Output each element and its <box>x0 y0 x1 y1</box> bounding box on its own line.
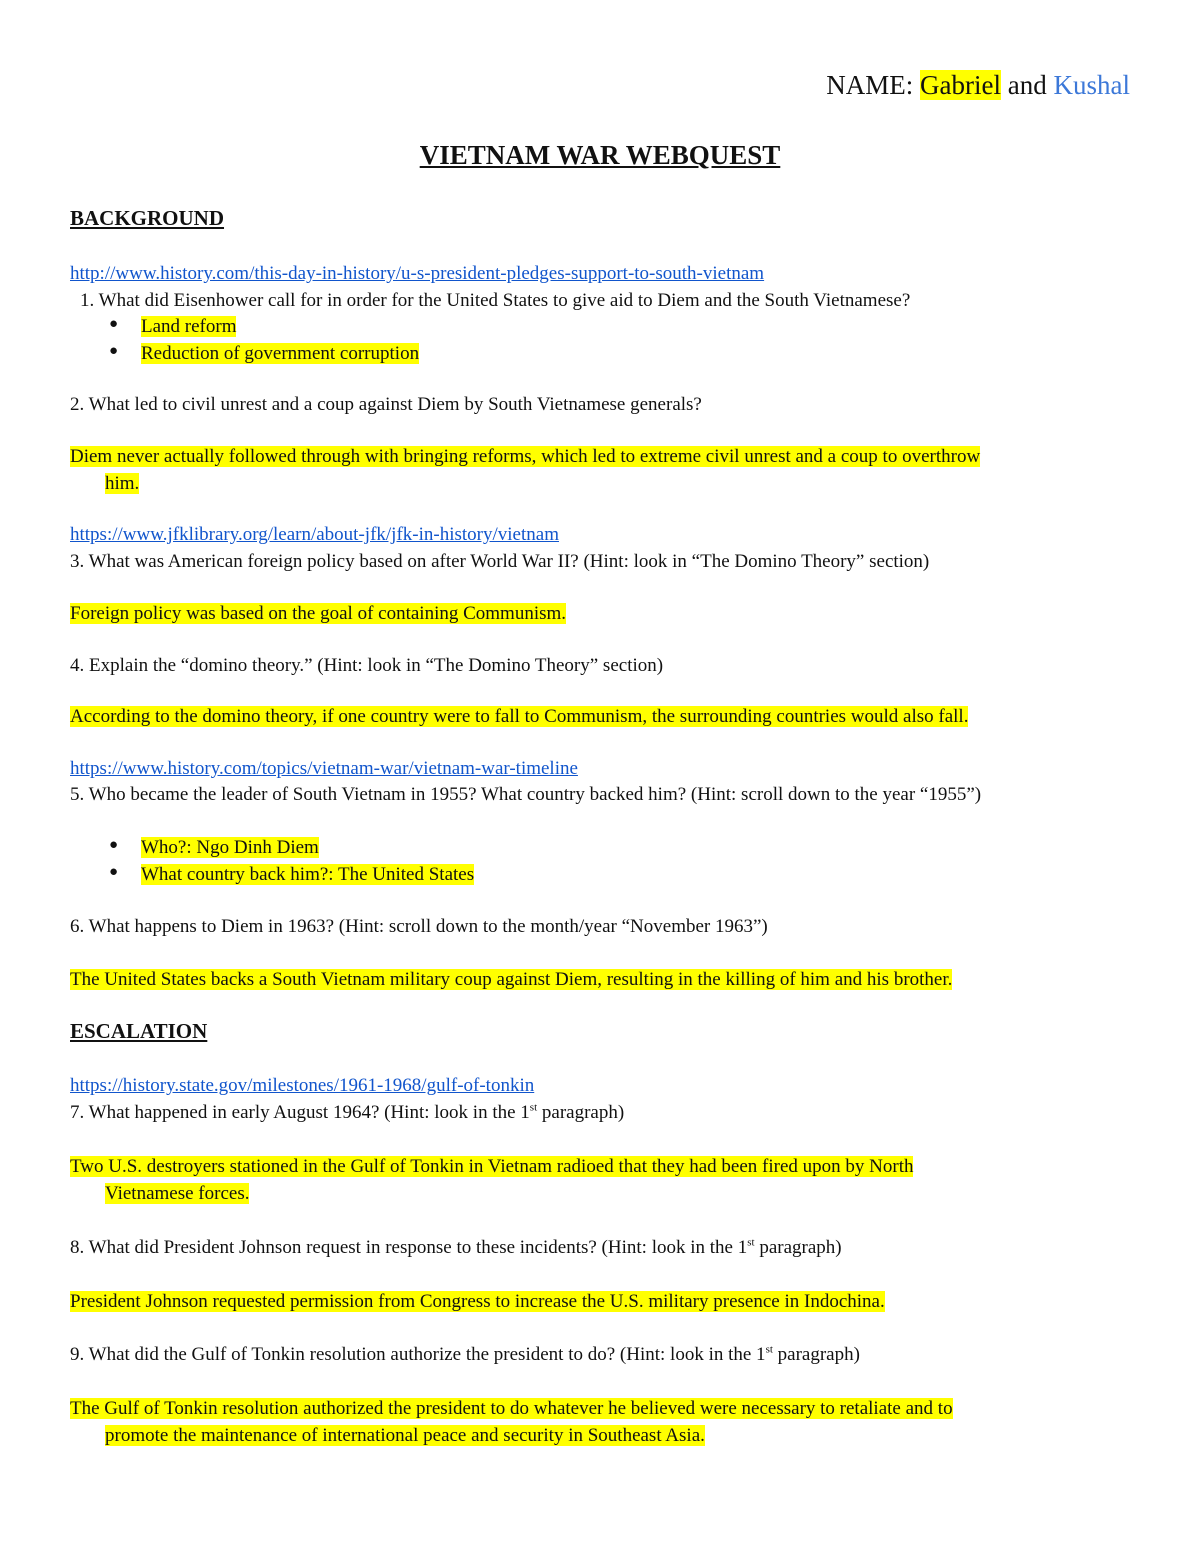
question-8-sup: st <box>747 1236 755 1249</box>
question-6: 6. What happens to Diem in 1963? (Hint: scroll down to the month/year “November 1963”) <box>70 916 768 937</box>
answer-1a <box>141 313 236 340</box>
answer-5a <box>141 834 319 861</box>
answer-1b-text: Reduction of government corruption <box>141 343 420 364</box>
page-title <box>0 140 1200 171</box>
bullet-icon: ● <box>109 837 119 853</box>
question-7 <box>70 1099 624 1126</box>
answer-8-text: President Johnson requested permission from Congress to increase the U.S. military presence in Indochina. <box>70 1291 885 1312</box>
name-and: and <box>1007 70 1047 100</box>
name-header <box>826 70 1130 101</box>
question-7-post: paragraph) <box>537 1102 625 1123</box>
question-7-text: 7. What happened in early August 1964? (Hint: look in the 1 <box>70 1102 530 1123</box>
answer-7-line2-text: Vietnamese forces. <box>105 1183 250 1204</box>
question-3: 3. What was American foreign policy based on after World War II? (Hint: look in “The Domino Theory” section) <box>70 551 930 572</box>
answer-6 <box>70 966 952 993</box>
link-jfklibrary[interactable]: https://www.jfklibrary.org/learn/about-jfk/jfk-in-history/vietnam <box>70 524 559 545</box>
question-2: 2. What led to civil unrest and a coup against Diem by South Vietnamese generals? <box>70 394 702 415</box>
question-8-text: 8. What did President Johnson request in response to these incidents? (Hint: look in the 1 <box>70 1237 748 1258</box>
answer-8 <box>70 1288 885 1315</box>
question-8 <box>70 1234 842 1261</box>
question-1-number: 1. <box>80 290 99 311</box>
question-4: 4. Explain the “domino theory.” (Hint: look in “The Domino Theory” section) <box>70 655 664 676</box>
question-9-text: 9. What did the Gulf of Tonkin resolution authorize the president to do? (Hint: look in the 1 <box>70 1344 766 1365</box>
student-name-2: Kushal <box>1053 70 1130 100</box>
answer-2-line2-text: him. <box>105 473 140 494</box>
answer-1b <box>141 340 419 367</box>
link-history-eisenhower[interactable]: http://www.history.com/this-day-in-history/u-s-president-pledges-support-to-south-vietnam <box>70 263 765 284</box>
answer-3-text: Foreign policy was based on the goal of containing Communism. <box>70 603 567 624</box>
question-8-post: paragraph) <box>754 1237 842 1258</box>
question-1-text: What did Eisenhower call for in order for the United States to give aid to Diem and the South Vietnamese? <box>98 290 911 311</box>
question-7-sup: st <box>529 1101 538 1114</box>
link-history-timeline[interactable]: https://www.history.com/topics/vietnam-war/vietnam-war-timeline <box>70 758 578 779</box>
bullet-icon: ● <box>109 864 119 880</box>
answer-2-line1 <box>70 443 980 470</box>
bullet-icon: ● <box>109 316 119 332</box>
answer-9-line1 <box>70 1395 953 1422</box>
student-name-1: Gabriel <box>920 70 1002 100</box>
answer-6-text: The United States backs a South Vietnam military coup against Diem, resulting in the killing of him and his brother. <box>70 969 953 990</box>
question-9-sup: st <box>765 1343 773 1356</box>
answer-2-line1-text: Diem never actually followed through with bringing reforms, which led to extreme civil unrest and a coup to overthrow <box>70 446 981 467</box>
answer-5b-text: What country back him?: The United States <box>141 864 475 885</box>
answer-9-line2-text: promote the maintenance of international peace and security in Southeast Asia. <box>105 1425 705 1446</box>
answer-7-line2 <box>105 1180 249 1207</box>
answer-5b <box>141 861 474 888</box>
answer-1a-text: Land reform <box>141 316 237 337</box>
answer-2-line2 <box>105 470 139 497</box>
question-9-post: paragraph) <box>772 1344 860 1365</box>
answer-7-line1 <box>70 1153 913 1180</box>
answer-9-line1-text: The Gulf of Tonkin resolution authorized the president to do whatever he believed were necessary to retaliate and to <box>70 1398 953 1419</box>
question-5: 5. Who became the leader of South Vietnam in 1955? What country backed him? (Hint: scroll down to the year “1955”) <box>70 784 982 805</box>
answer-9-line2 <box>105 1422 705 1449</box>
link-state-gulf-of-tonkin[interactable]: https://history.state.gov/milestones/1961-1968/gulf-of-tonkin <box>70 1075 535 1096</box>
answer-4-text: According to the domino theory, if one country were to fall to Communism, the surrounding countries would also fall. <box>70 706 969 727</box>
bullet-icon: ● <box>109 343 119 359</box>
section-escalation: ESCALATION <box>70 1019 208 1043</box>
question-1 <box>80 287 910 314</box>
question-9 <box>70 1341 860 1368</box>
answer-5a-text: Who?: Ngo Dinh Diem <box>141 837 319 858</box>
answer-7-line1-text: Two U.S. destroyers stationed in the Gulf of Tonkin in Vietnam radioed that they had been fired upon by North <box>70 1156 914 1177</box>
answer-3 <box>70 600 566 627</box>
answer-4 <box>70 703 968 730</box>
name-label: NAME: <box>826 70 914 100</box>
section-background: BACKGROUND <box>70 206 225 230</box>
page-title-text: VIETNAM WAR WEBQUEST <box>419 140 781 170</box>
